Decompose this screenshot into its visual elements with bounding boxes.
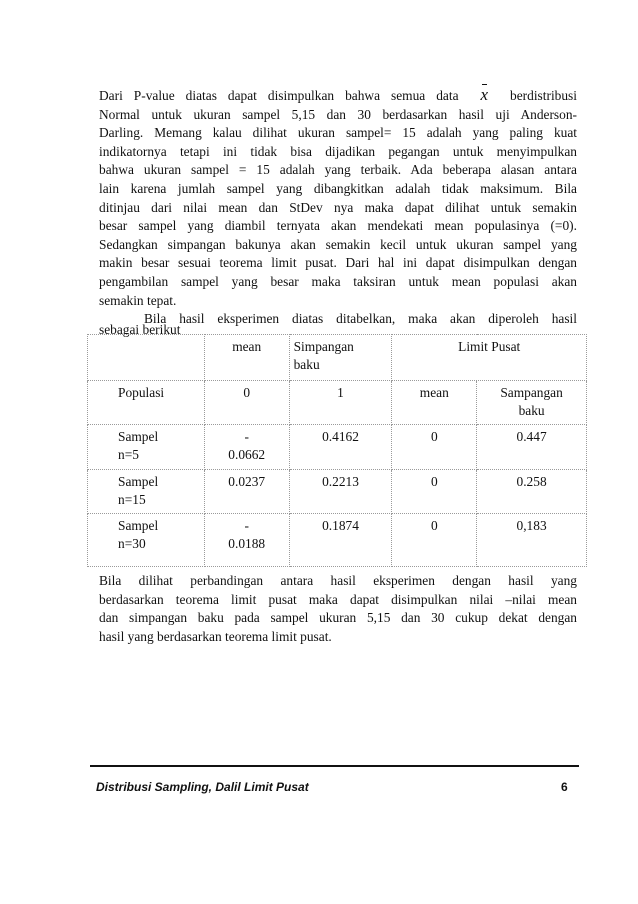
table-header-row — [88, 335, 587, 381]
paragraph-line: besar sampel yang diambil ternyata akan mendekati mean populasinya (=0). — [99, 218, 577, 234]
cell-text: Sampangan — [500, 385, 563, 400]
cell-limit-mean: 0 — [392, 470, 477, 514]
cell-text: 0.0662 — [228, 447, 266, 462]
paragraph-line: ditinjau dari nilai mean dan StDev nya maka dapat dilihat untuk semakin — [99, 199, 577, 215]
paragraph-comparison — [99, 572, 577, 646]
table-header-simpangan — [289, 335, 392, 381]
x-bar-symbol: x — [480, 85, 489, 104]
cell-text: - — [244, 429, 249, 444]
cell-limit-sd: 0,183 — [477, 514, 587, 567]
paragraph-line: sebagai berikut — [99, 322, 181, 337]
table-row — [88, 381, 587, 425]
header-text: Simpangan — [293, 339, 354, 354]
row-label: Populasi — [88, 381, 205, 425]
paragraph-line: indikatornya tetapi ini tidak bisa dijadikan pegangan untuk menyimpulkan — [99, 143, 577, 159]
paragraph-line: dan simpangan baku pada sampel ukuran 5,15 dan 30 cukup dekat dengan — [99, 610, 577, 626]
row-label — [88, 470, 205, 514]
cell-limit-mean: 0 — [392, 514, 477, 567]
paragraph-line: Sedangkan simpangan bakunya akan semakin kecil untuk ukuran sampel yang — [99, 236, 577, 252]
paragraph-line: semakin tepat. — [99, 292, 177, 308]
cell-text: Sampel — [118, 518, 159, 533]
cell-text: n=30 — [118, 536, 146, 551]
paragraph-line: lain karena jumlah sampel yang dibangkitkan adalah tidak maksimum. Bila — [99, 180, 577, 196]
cell-sd: 0.1874 — [289, 514, 392, 567]
table-header-mean: mean — [204, 335, 289, 381]
cell-text: Sampel — [118, 429, 159, 444]
cell-text: - — [244, 518, 249, 533]
table-row — [88, 514, 587, 567]
cell-text: n=15 — [118, 492, 146, 507]
cell-limit-sd: 0.447 — [477, 425, 587, 470]
cell-text: baku — [518, 403, 545, 418]
paragraph-line: Bila hasil eksperimen diatas ditabelkan, maka akan diperoleh hasil — [144, 311, 577, 326]
page-number: 6 — [561, 780, 568, 794]
cell-mean — [204, 514, 289, 567]
cell-mean: 0.0237 — [204, 470, 289, 514]
cell-text: n=5 — [118, 447, 139, 462]
paragraph-line: Darling. Memang kalau dilihat ukuran sampel= 15 adalah yang paling kuat — [99, 125, 577, 141]
paragraph-line: pengambilan sampel yang besar maka taksiran untuk mean populasi akan — [99, 273, 577, 289]
cell-sd: 0.4162 — [289, 425, 392, 470]
cell-sd: 1 — [289, 381, 392, 425]
paragraph-line: Bila dilihat perbandingan antara hasil eksperimen dengan hasil yang — [99, 573, 577, 588]
cell-sd: 0.2213 — [289, 470, 392, 514]
cell-text: Sampel — [118, 474, 159, 489]
row-label — [88, 425, 205, 470]
cell-mean: 0 — [204, 381, 289, 425]
table-header-limit-pusat: Limit Pusat — [392, 335, 587, 381]
cell-text: 0.0188 — [228, 536, 266, 551]
cell-mean — [204, 425, 289, 470]
paragraph-line: Normal untuk ukuran sampel 5,15 dan 30 berdasarkan hasil uji Anderson- — [99, 106, 577, 122]
cell-limit-sd: 0.258 — [477, 470, 587, 514]
table-row — [88, 470, 587, 514]
header-text: baku — [293, 357, 320, 372]
paragraph-line: bahwa ukuran sampel = 15 adalah yang terbaik. Ada beberapa alasan antara — [99, 162, 577, 178]
table-header-empty — [88, 335, 205, 381]
paragraph-conclusion — [99, 87, 577, 310]
footer-divider — [90, 765, 579, 767]
table-row — [88, 425, 587, 470]
paragraph-line: makin besar sesuai teorema limit pusat. Dari hal ini dapat disimpulkan dengan — [99, 255, 577, 271]
cell-limit-mean: mean — [392, 381, 477, 425]
text-segment: berdistribusi — [510, 88, 577, 103]
paragraph-line — [99, 87, 577, 106]
results-table — [87, 334, 587, 567]
cell-limit-mean: 0 — [392, 425, 477, 470]
text-segment: Dari P-value diatas dapat disimpulkan bahwa semua data — [99, 88, 459, 103]
footer-title: Distribusi Sampling, Dalil Limit Pusat — [96, 780, 309, 794]
paragraph-line: berdasarkan teorema limit pusat maka dapat disimpulkan nilai –nilai mean — [99, 591, 577, 607]
row-label — [88, 514, 205, 567]
cell-limit-sd — [477, 381, 587, 425]
paragraph-line: hasil yang berdasarkan teorema limit pusat. — [99, 628, 332, 644]
